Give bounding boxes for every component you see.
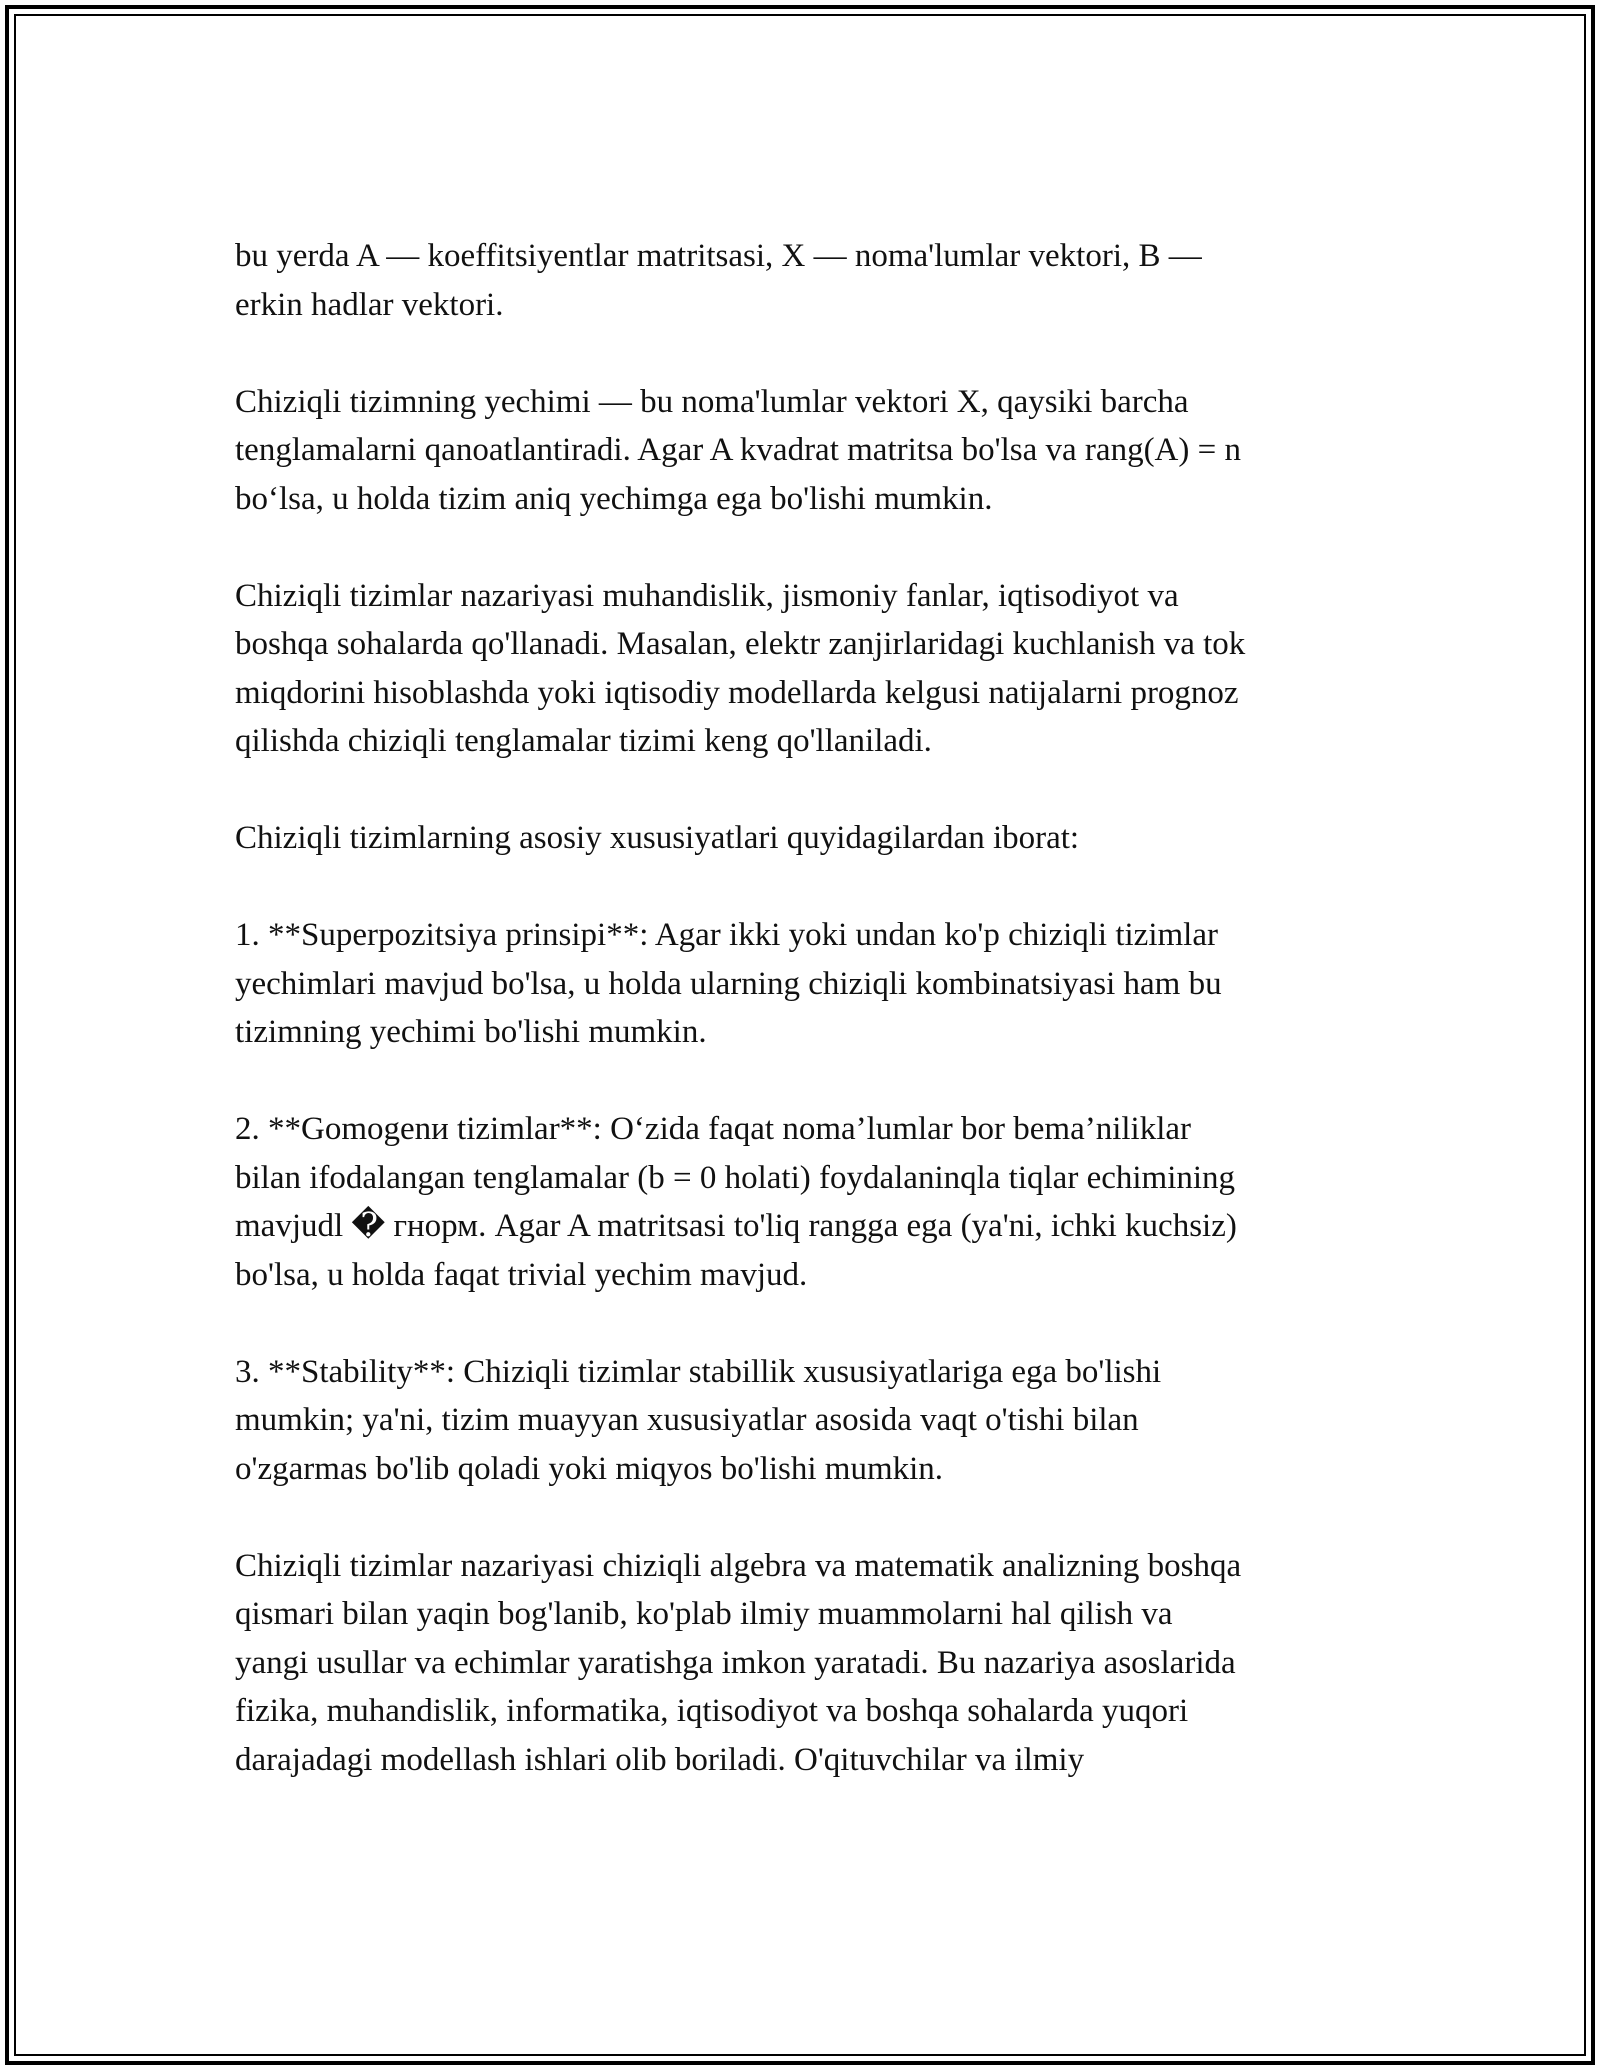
list-item-homogeneous: 2. **Gomogenи tizimlar**: O‘zida faqat noma’lumlar bor bema’niliklar bilan ifodalangan tenglamalar (b = 0 holati) foydalaninqla tiqlar echimining mavjudl � гнорм. Agar A matritsasi to'liq rangga ega (ya'ni, ichki kuchsiz) bo'lsa, u holda faqat trivial yechim mavjud. xyxy=(235,1111,1237,1293)
paragraph-conclusion: Chiziqli tizimlar nazariyasi chiziqli algebra va matematik analizning boshqa qismari bilan yaqin bog'lanib, ko'plab ilmiy muammolarni hal qilish va yangi usullar va echimlar yaratishga imkon yaratadi. Bu nazariya asoslarida fizika, muhandislik, informatika, iqtisodiyot va boshqa sohalarda yuqori darajadagi modellash ishlari olib boriladi. O'qituvchilar va ilmiy xyxy=(235,1547,1242,1778)
paragraph-definitions: bu yerda A — koeffitsiyentlar matritsasi, X — noma'lumlar vektori, B — erkin hadlar vektori. xyxy=(235,238,1202,323)
list-item-superposition: 1. **Superpozitsiya prinsipi**: Agar ikki yoki undan ko'p chiziqli tizimlar yechimlari mavjud bo'lsa, u holda ularning chiziqli kombinatsiyasi ham bu tizimning yechimi bo'lishi mumkin. xyxy=(235,917,1222,1050)
paragraph-solution: Chiziqli tizimning yechimi — bu noma'lumlar vektori X, qaysiki barcha tenglamalarni qanoatlantiradi. Agar A kvadrat matritsa bo'lsa va rang(A) = n bo‘lsa, u holda tizim aniq yechimga ega bo'lishi mumkin. xyxy=(235,383,1241,517)
document-body xyxy=(235,232,1375,1833)
paragraph-properties-intro: Chiziqli tizimlarning asosiy xususiyatlari quyidagilardan iborat: xyxy=(235,820,1080,856)
paragraph-applications: Chiziqli tizimlar nazariyasi muhandislik, jismoniy fanlar, iqtisodiyot va boshqa sohalarda qo'llanadi. Masalan, elektr zanjirlaridagi kuchlanish va tok miqdorini hisoblashda yoki iqtisodiy modellarda kelgusi natijalarni prognoz qilishda chiziqli tenglamalar tizimi keng qo'llaniladi. xyxy=(235,577,1246,759)
list-item-stability: 3. **Stability**: Chiziqli tizimlar stabillik xususiyatlariga ega bo'lishi mumkin; ya'ni, tizim muayyan xususiyatlar asosida vaqt o'tishi bilan o'zgarmas bo'lib qoladi yoki miqyos bo'lishi mumkin. xyxy=(235,1353,1162,1487)
